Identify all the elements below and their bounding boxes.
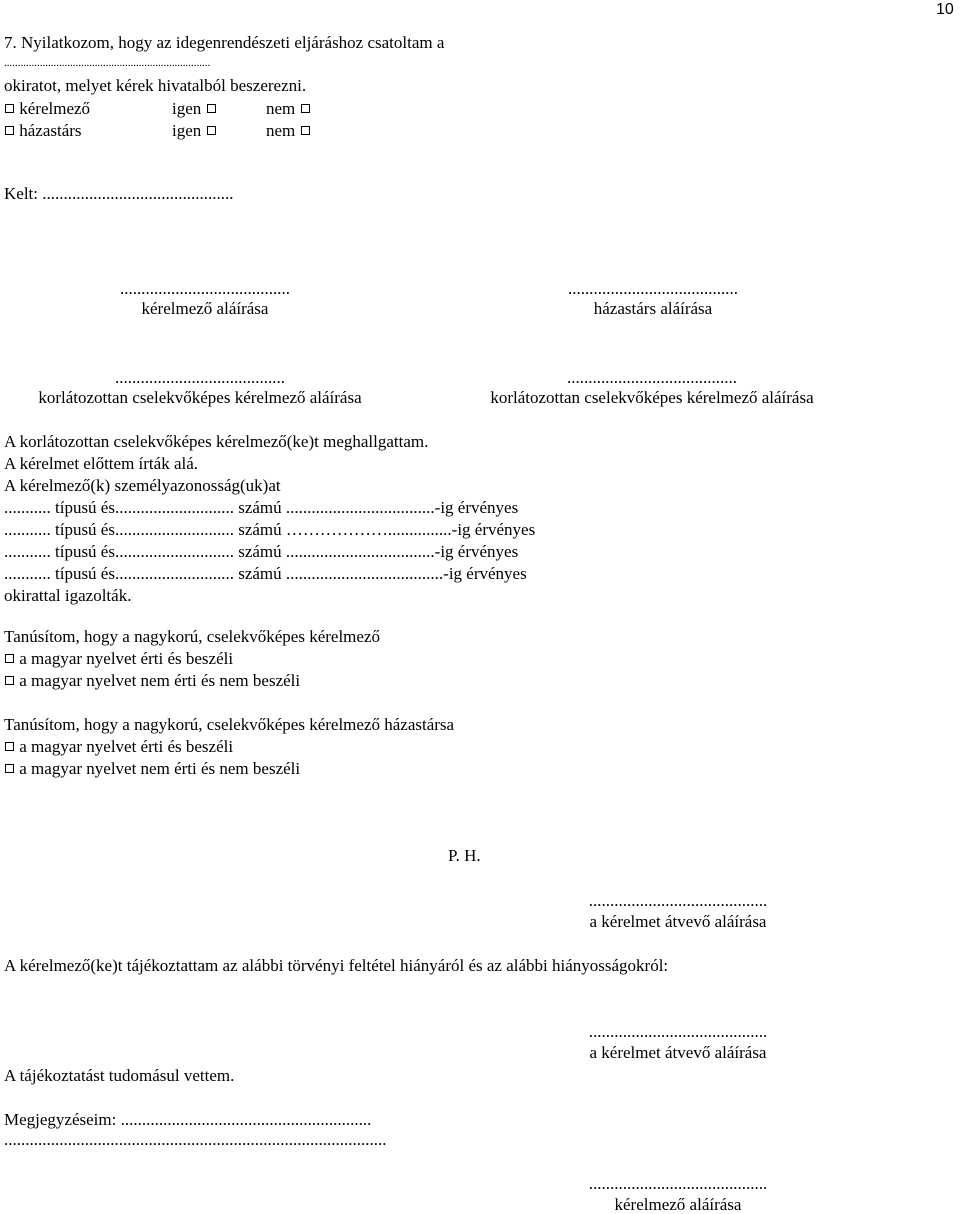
cert1-opt2-checkbox[interactable] [5, 676, 14, 685]
cert2-opt1-checkbox[interactable] [5, 742, 14, 751]
checkbox[interactable] [5, 126, 14, 135]
applicant-final-sig-dots: .......................................... [588, 1174, 768, 1193]
applicant-final-sig-label: kérelmező aláírása [614, 1195, 742, 1214]
spouse-sig-dots: ........................................ [568, 279, 738, 298]
no-checkbox[interactable] [301, 126, 310, 135]
remarks-line2[interactable]: .......................................................................................... [4, 1130, 387, 1149]
cert1-opt1-checkbox[interactable] [5, 654, 14, 663]
acknowledgement-text: A tájékoztatást tudomásul vettem. [4, 1066, 235, 1085]
item7-line1: 7. Nyilatkozom, hogy az idegenrendészeti eljáráshoz csatoltam a [4, 33, 445, 52]
cert1-opt1-label: a magyar nyelvet érti és beszéli [19, 649, 234, 668]
cert2-opt2-label: a magyar nyelvet nem érti és nem beszéli [19, 759, 301, 778]
hearing-line3: A kérelmező(k) személyazonosság(uk)at [4, 476, 281, 495]
limited-applicant-sig-dots-right: ........................................ [567, 368, 737, 387]
id-document-row: ........... típusú és............................ számú ...................................-ig érvényes [4, 498, 519, 517]
limited-applicant-sig-label-right: korlátozottan cselekvőképes kérelmező aláírása [490, 388, 814, 407]
receiver-sig-dots-2: .......................................... [588, 1022, 768, 1041]
yes-label: igen [172, 99, 202, 118]
yes-checkbox[interactable] [207, 104, 216, 113]
limited-applicant-sig-dots-left: ........................................ [115, 368, 285, 387]
inform-text: A kérelmező(ke)t tájékoztattam az alábbi törvényi feltétel hiányáról és az alábbi hiányosságokról: [4, 956, 669, 975]
date-field[interactable]: Kelt: ............................................. [4, 184, 234, 203]
receiver-sig-dots: .......................................... [588, 891, 768, 910]
no-checkbox[interactable] [301, 104, 310, 113]
row-label: kérelmező [19, 99, 91, 118]
hearing-line1: A korlátozottan cselekvőképes kérelmező(ke)t meghallgattam. [4, 432, 429, 451]
id-document-row: ........... típusú és............................ számú .....................................-ig érvényes [4, 564, 527, 583]
cert2-title: Tanúsítom, hogy a nagykorú, cselekvőképes kérelmező házastársa [4, 715, 455, 734]
checkbox[interactable] [5, 104, 14, 113]
receiver-sig-label-2: a kérelmet átvevő aláírása [589, 1043, 767, 1062]
id-document-row: ........... típusú és............................ számú ...................................-ig érvényes [4, 542, 519, 561]
id-document-row: ........... típusú és............................ számú ………………...............-ig érvényes [4, 520, 536, 539]
applicant-sig-label: kérelmező aláírása [141, 299, 269, 318]
cert1-opt2-label: a magyar nyelvet nem érti és nem beszéli [19, 671, 301, 690]
receiver-sig-label: a kérelmet átvevő aláírása [589, 912, 767, 931]
cert1-title: Tanúsítom, hogy a nagykorú, cselekvőképes kérelmező [4, 627, 381, 646]
limited-applicant-sig-label-left: korlátozottan cselekvőképes kérelmező aláírása [38, 388, 362, 407]
row-label: házastárs [19, 121, 82, 140]
item7-line3: okiratot, melyet kérek hivatalból beszerezni. [4, 76, 307, 95]
spouse-sig-label: házastárs aláírása [593, 299, 713, 318]
item7-line2: ........................................................................... [4, 57, 211, 69]
yes-label: igen [172, 121, 202, 140]
yes-checkbox[interactable] [207, 126, 216, 135]
page-number: 10 [936, 1, 954, 18]
stamp-placeholder: P. H. [448, 846, 481, 865]
applicant-sig-dots: ........................................ [120, 279, 290, 298]
hearing-line2: A kérelmet előttem írták alá. [4, 454, 199, 473]
cert2-opt1-label: a magyar nyelvet érti és beszéli [19, 737, 234, 756]
hearing-line4: okirattal igazolták. [4, 586, 132, 605]
no-label: nem [266, 99, 296, 118]
cert2-opt2-checkbox[interactable] [5, 764, 14, 773]
no-label: nem [266, 121, 296, 140]
remarks-field[interactable]: Megjegyzéseim: ........................................................... [4, 1110, 372, 1129]
